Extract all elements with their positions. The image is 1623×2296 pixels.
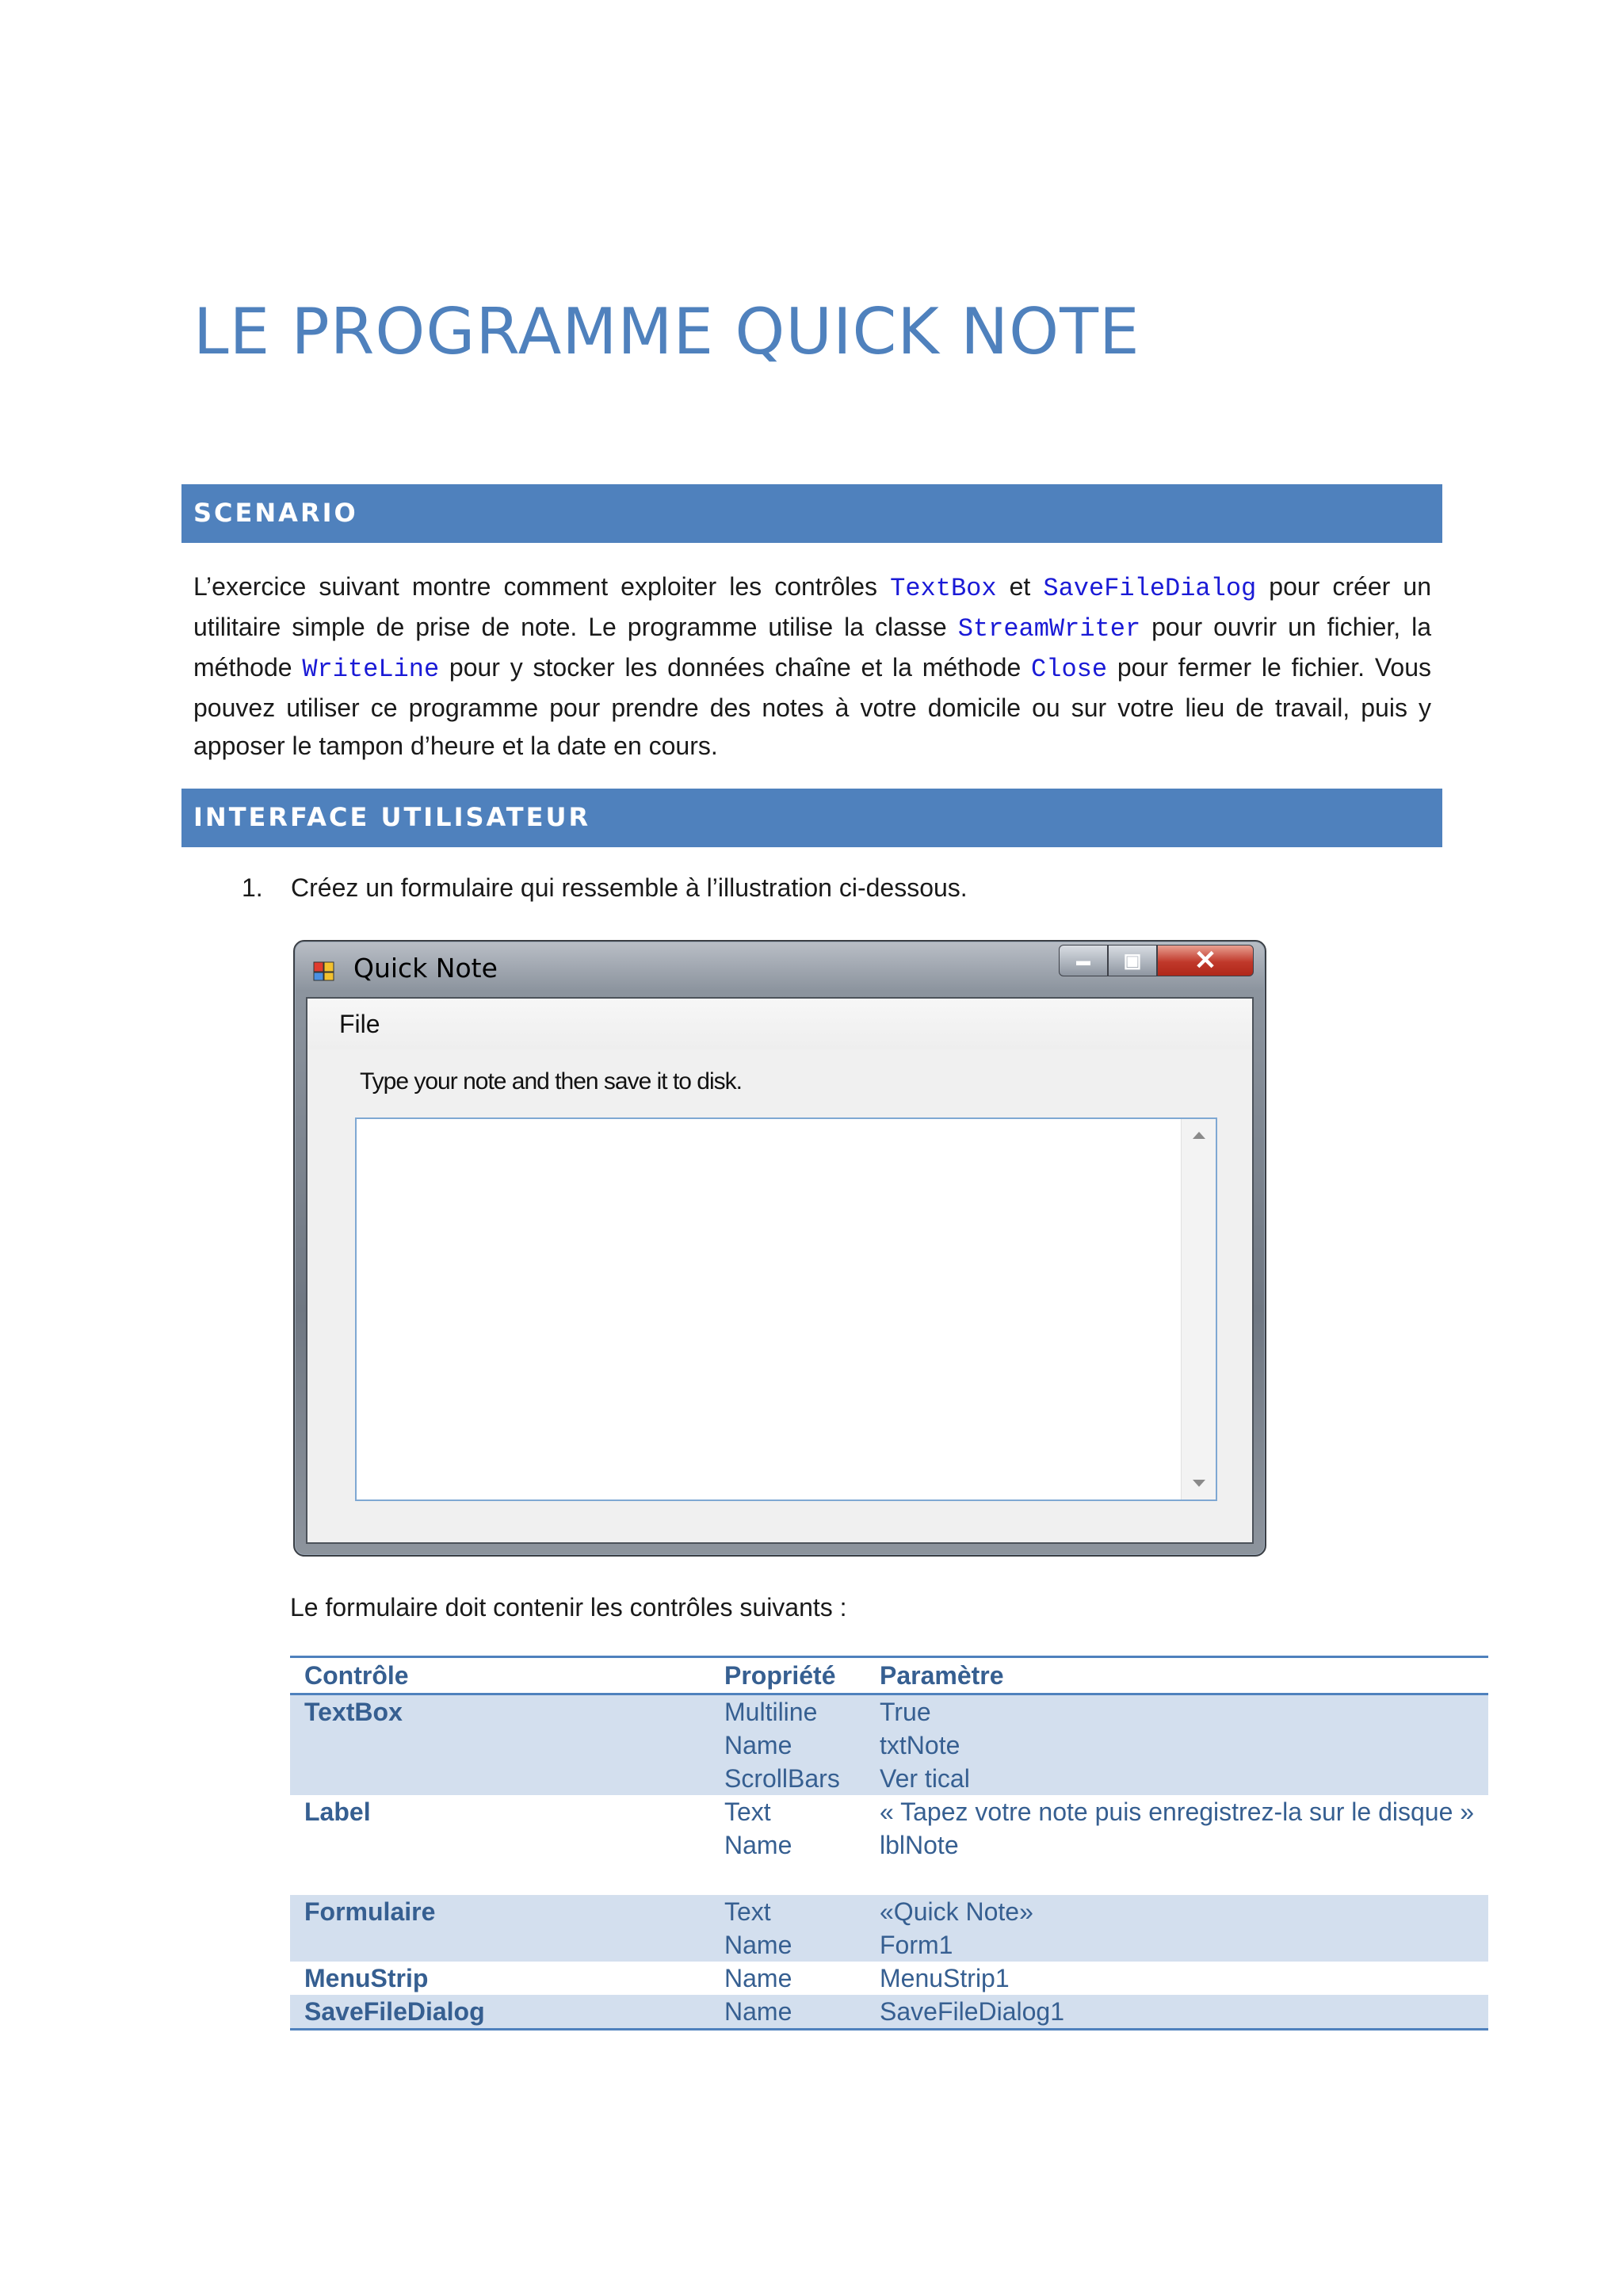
cell-control: TextBox xyxy=(290,1694,710,1796)
value: lblNote xyxy=(880,1831,959,1859)
text-run: pour ouvrir un fichier, la méthode xyxy=(193,613,1432,682)
cell-control: Formulaire xyxy=(290,1895,710,1962)
property: ScrollBars xyxy=(724,1764,840,1793)
property: Text xyxy=(724,1797,771,1826)
section-header-scenario: SCENARIO xyxy=(181,484,1442,543)
caption-buttons xyxy=(1059,945,1254,978)
value: Form1 xyxy=(880,1931,953,1959)
table-row xyxy=(290,1962,1488,1995)
text-run: pour créer un utilitaire simple de prise de note. Le programme utilise la classe xyxy=(193,572,1432,641)
table-spacer-row xyxy=(290,1862,1488,1895)
value: Ver tical xyxy=(880,1764,970,1793)
cell-property: Name xyxy=(724,1964,792,1992)
window-title: Quick Note xyxy=(353,953,498,984)
section-header-interface: INTERFACE UTILISATEUR xyxy=(181,789,1442,847)
close-button[interactable] xyxy=(1157,945,1254,976)
text-run: et xyxy=(996,572,1044,601)
cell-value: MenuStrip1 xyxy=(880,1964,1010,1992)
text-run: L’exercice suivant montre comment exploiter les contrôles xyxy=(193,572,891,601)
app-icon xyxy=(312,959,336,983)
code-writeline: WriteLine xyxy=(302,655,440,684)
property: Name xyxy=(724,1831,792,1859)
cell-control: SaveFileDialog xyxy=(290,1995,710,2030)
menu-strip xyxy=(307,999,1252,1049)
menu-file[interactable]: File xyxy=(339,1010,380,1038)
value: «Quick Note» xyxy=(880,1897,1033,1926)
window-client-area xyxy=(306,997,1254,1544)
minimize-button[interactable] xyxy=(1059,945,1108,976)
text-run: pour fermer le fichier. Vous pouvez utiliser ce programme pour prendre des notes à votre domicile ou sur votre lieu de travail, puis y apposer le tampon d’heure et la date en cours. xyxy=(193,653,1432,760)
code-close: Close xyxy=(1031,655,1108,684)
table-intro: Le formulaire doit contenir les contrôles suivants : xyxy=(290,1593,847,1622)
value: True xyxy=(880,1698,931,1726)
step-number: 1. xyxy=(242,873,263,902)
vertical-scrollbar[interactable] xyxy=(1181,1119,1216,1499)
step-1 xyxy=(242,873,968,903)
quick-note-window xyxy=(293,940,1266,1557)
value: txtNote xyxy=(880,1731,960,1759)
property: Name xyxy=(724,1931,792,1959)
close-icon: ✕ xyxy=(1193,946,1217,976)
scenario-paragraph xyxy=(193,567,1431,765)
header-value: Paramètre xyxy=(880,1661,1004,1690)
cell-values xyxy=(865,1895,1488,1962)
cell-properties xyxy=(710,1795,865,1862)
cell-values xyxy=(865,1795,1488,1862)
property: Text xyxy=(724,1897,771,1926)
maximize-button[interactable] xyxy=(1108,945,1157,976)
note-textbox[interactable] xyxy=(355,1117,1217,1501)
note-label: Type your note and then save it to disk. xyxy=(360,1068,742,1095)
scroll-up-icon[interactable] xyxy=(1193,1132,1205,1139)
cell-property: Name xyxy=(710,1995,865,2030)
header-property: Propriété xyxy=(724,1661,836,1690)
table-row xyxy=(290,1795,1488,1862)
property: Multiline xyxy=(724,1698,818,1726)
cell-control: MenuStrip xyxy=(304,1964,429,1992)
cell-value: SaveFileDialog1 xyxy=(865,1995,1488,2030)
property: Name xyxy=(724,1731,792,1759)
code-streamwriter: StreamWriter xyxy=(957,614,1141,644)
header-control: Contrôle xyxy=(304,1661,409,1690)
table-row xyxy=(290,1895,1488,1962)
cell-properties xyxy=(710,1895,865,1962)
table-row xyxy=(290,1694,1488,1796)
table-header-row xyxy=(290,1657,1488,1694)
code-textbox: TextBox xyxy=(890,574,997,603)
value: « Tapez votre note puis enregistrez-la sur le disque » xyxy=(880,1797,1475,1826)
cell-properties xyxy=(710,1694,865,1796)
minimize-icon: ▬ xyxy=(1076,952,1090,968)
cell-control: Label xyxy=(304,1797,371,1826)
controls-table xyxy=(290,1656,1488,2030)
maximize-icon: ▣ xyxy=(1123,949,1142,972)
text-run: pour y stocker les données chaîne et la méthode xyxy=(439,653,1032,682)
code-savefiledialog: SaveFileDialog xyxy=(1043,574,1257,603)
cell-values xyxy=(865,1694,1488,1796)
table-row xyxy=(290,1995,1488,2030)
scroll-down-icon[interactable] xyxy=(1193,1480,1205,1487)
step-text: Créez un formulaire qui ressemble à l’illustration ci-dessous. xyxy=(291,873,968,902)
page-title: LE PROGRAMME QUICK NOTE xyxy=(193,295,1140,369)
